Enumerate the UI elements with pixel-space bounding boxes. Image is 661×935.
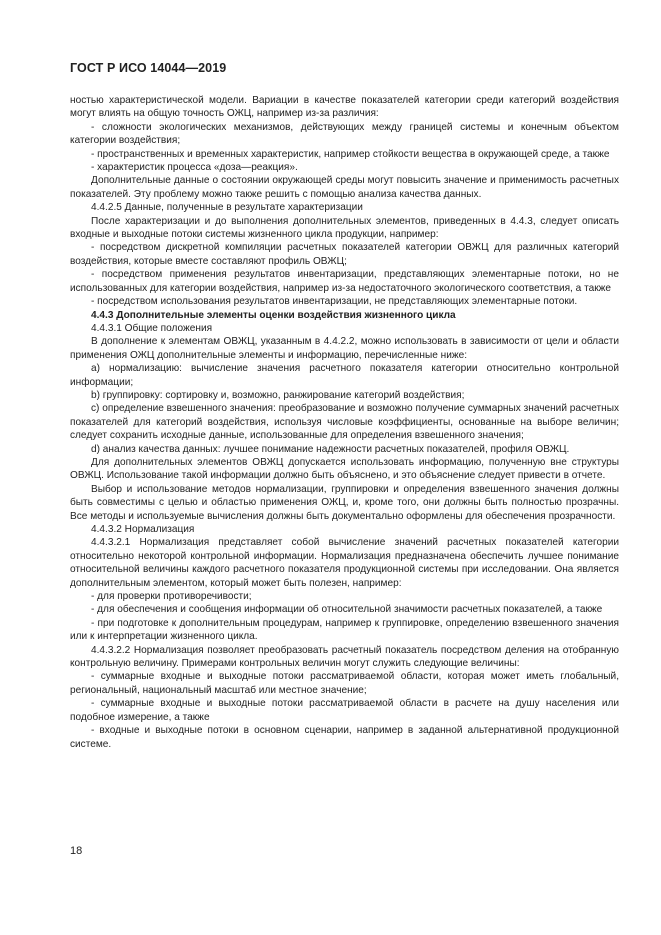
paragraph: ностью характеристической модели. Вариации в качестве показателей категории среди категорий воздействия могут влиять на общую точность ОЖЦ, например из-за различия: — [70, 95, 619, 120]
paragraph: 4.4.3.2.2 Нормализация позволяет преобразовать расчетный показатель посредством деления на отобранную контрольную величину. Примерами контрольных величин могут служить следующие величины: — [70, 644, 619, 670]
paragraph: - посредством дискретной компиляции расчетных показателей категории ОВЖЦ для различных категорий воздействия, которые вместе составляют профиль ОВЖЦ; — [70, 242, 619, 267]
paragraph: - для проверки противоречивости; — [91, 591, 252, 603]
paragraph: Выбор и использование методов нормализации, группировки и определения взвешенного значения должны быть совместимы с целью и областью применения ОЖЦ, и, кроме того, они должны быть полностью прозрачны. Все методы и используемые вычисления должны быть документально оформлены для обеспечения прозрачности. — [70, 483, 619, 522]
paragraph: а) нормализацию: вычисление значения расчетного показателя категории относительно контрольной информации; — [70, 363, 619, 388]
paragraph: с) определение взвешенного значения: преобразование и возможно получение суммарных значений расчетных показателей для категорий воздействия, используя числовые коэффициенты, основанные на выборе величин; следует сохранить исходные данные, использованные для определения взвешенного значения; — [70, 403, 619, 442]
paragraph: Для дополнительных элементов ОВЖЦ допускается использовать информацию, полученную вне структуры ОВЖЦ. Использование такой информации должно быть объяснено, и это объяснение следует привести в отчете. — [70, 456, 619, 482]
document-body — [70, 94, 619, 751]
paragraph: После характеризации и до выполнения дополнительных элементов, приведенных в 4.4.3, следует описать входные и выходные потоки системы жизненного цикла продукции, например: — [70, 215, 619, 241]
paragraph: d) анализ качества данных: лучшее понимание надежности расчетных показателей, профиля ОВЖЦ. — [91, 443, 570, 455]
paragraph: - характеристик процесса «доза—реакция». — [91, 162, 298, 174]
paragraph: 4.4.2.5 Данные, полученные в результате характеризации — [91, 202, 363, 214]
paragraph: - при подготовке к дополнительным процедурам, например к группировке, определению взвешенного значения или к интерпретации жизненного цикла. — [70, 617, 619, 643]
paragraph: - сложности экологических механизмов, действующих между границей системы и конечным объектом категории воздействия; — [70, 121, 619, 147]
paragraph: В дополнение к элементам ОВЖЦ, указанным в 4.4.2.2, можно использовать в зависимости от цели и области применения ОЖЦ дополнительные элементы и информацию, перечисленные ниже: — [70, 336, 619, 361]
paragraph: 4.4.3.1 Общие положения — [91, 322, 213, 334]
page-header-standard-title: ГОСТ Р ИСО 14044—2019 — [70, 61, 227, 75]
paragraph: 4.4.3.2.1 Нормализация представляет собой вычисление значений расчетных показателей категории относительно некоторой контрольной информации. Нормализация предназначена обеспечить лучшее понимание относительной величины каждого расчетного показателя продукционной системы при исследовании. Она является дополнительным элементом, который может быть полезен, например: — [70, 537, 619, 589]
paragraph: - входные и выходные потоки в основном сценарии, например в заданной альтернативной продукционной системе. — [70, 725, 619, 750]
paragraph: - посредством применения результатов инвентаризации, представляющих элементарные потоки, но не использованных для категории воздействия, например из-за недостаточного экологического соответствия, а также — [70, 269, 619, 294]
paragraph: Дополнительные данные о состоянии окружающей среды могут повысить значение и применимость расчетных показателей. Эту проблему можно также решить с помощью анализа качества данных. — [70, 175, 619, 200]
paragraph: b) группировку: сортировку и, возможно, ранжирование категорий воздействия; — [91, 389, 465, 401]
paragraph: - суммарные входные и выходные потоки рассматриваемой области в расчете на душу населения или подобное измерение, а также — [70, 698, 619, 723]
paragraph: 4.4.3.2 Нормализация — [91, 524, 195, 535]
paragraph: - посредством использования результатов инвентаризации, не представляющих элементарные потоки. — [91, 296, 578, 308]
paragraph: - пространственных и временных характеристик, например стойкости вещества в окружающей среде, а также — [91, 148, 610, 160]
page-number: 18 — [70, 845, 83, 857]
paragraph: - суммарные входные и выходные потоки рассматриваемой области, которая может иметь глобальный, региональный, национальный масштаб или местное значение; — [70, 671, 619, 696]
section-heading: 4.4.3 Дополнительные элементы оценки воздействия жизненного цикла — [91, 309, 456, 321]
paragraph: - для обеспечения и сообщения информации об относительной значимости расчетных показателей, а также — [91, 604, 603, 616]
